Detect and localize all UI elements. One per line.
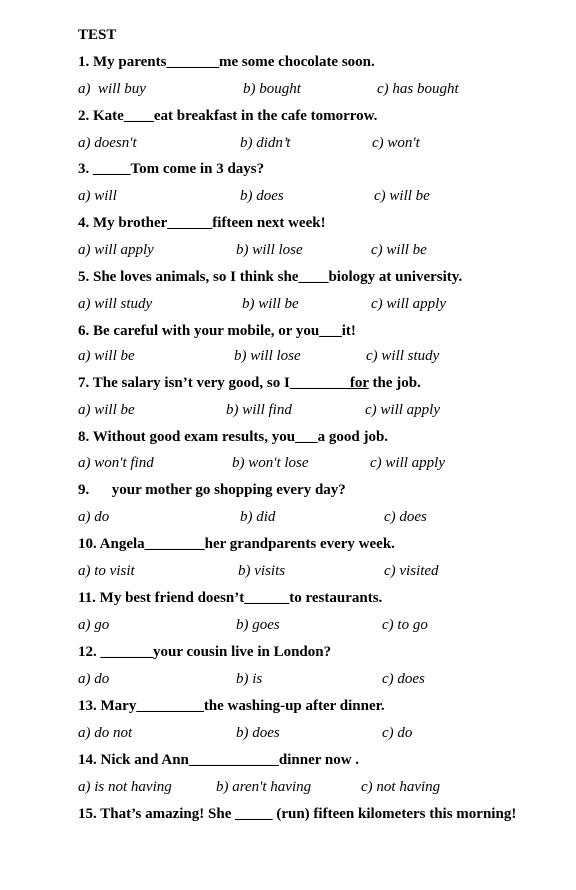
option-2c: c) won't — [372, 135, 420, 151]
option-4c: c) will be — [371, 242, 427, 258]
option-11a: a) go — [78, 617, 110, 633]
option-3b: b) does — [240, 188, 284, 204]
option-14c: c) not having — [361, 779, 441, 795]
option-6b: b) will lose — [234, 348, 301, 364]
option-6c: c) will study — [366, 348, 440, 364]
question-1: 1. My parents_______me some chocolate soon. — [78, 54, 375, 70]
test-title: TEST — [78, 27, 117, 43]
option-8b: b) won't lose — [232, 455, 309, 471]
option-7a: a) will be — [78, 402, 135, 418]
option-12a: a) do — [78, 671, 110, 687]
option-1a: a) will buy — [78, 81, 146, 97]
option-11b: b) goes — [236, 617, 280, 633]
option-10c: c) visited — [384, 563, 439, 579]
option-9c: c) does — [384, 509, 427, 525]
question-8: 8. Without good exam results, you___a good job. — [78, 429, 389, 445]
option-11c: c) to go — [382, 617, 428, 633]
question-3: 3. _____Tom come in 3 days? — [78, 161, 265, 177]
option-7b: b) will find — [226, 402, 292, 418]
option-5a: a) will study — [78, 296, 153, 312]
option-12c: c) does — [382, 671, 425, 687]
question-15: 15. That’s amazing! She _____ (run) fifteen kilometers this morning! — [78, 806, 517, 822]
option-3a: a) will — [78, 188, 117, 204]
question-7-text-end: the job. — [368, 375, 421, 391]
option-8c: c) will apply — [370, 455, 445, 471]
option-2a: a) doesn't — [78, 135, 137, 151]
question-7-text: 7. The salary isn’t very good, so I________ — [78, 375, 350, 391]
question-9: 9. your mother go shopping every day? — [78, 482, 346, 498]
option-13a: a) do not — [78, 725, 133, 741]
option-10a: a) to visit — [78, 563, 135, 579]
option-12b: b) is — [236, 671, 263, 687]
option-1c: c) has bought — [377, 81, 459, 97]
option-14a: a) is not having — [78, 779, 172, 795]
question-4: 4. My brother______fifteen next week! — [78, 215, 326, 231]
question-10: 10. Angela________her grandparents every week. — [78, 536, 395, 552]
option-2b: b) didn’t — [240, 135, 291, 151]
question-7 — [78, 375, 421, 392]
question-11: 11. My best friend doesn’t______to restaurants. — [78, 590, 383, 606]
question-2: 2. Kate____eat breakfast in the cafe tomorrow. — [78, 108, 378, 124]
option-9a: a) do — [78, 509, 110, 525]
option-10b: b) visits — [238, 563, 286, 579]
question-6: 6. Be careful with your mobile, or you___it! — [78, 323, 356, 339]
option-13c: c) do — [382, 725, 413, 741]
option-5c: c) will apply — [371, 296, 446, 312]
option-8a: a) won't find — [78, 455, 154, 471]
option-5b: b) will be — [242, 296, 299, 312]
option-4b: b) will lose — [236, 242, 303, 258]
question-13: 13. Mary_________the washing-up after dinner. — [78, 698, 385, 714]
question-12: 12. _______your cousin live in London? — [78, 644, 332, 660]
option-9b: b) did — [240, 509, 276, 525]
option-14b: b) aren't having — [216, 779, 312, 795]
question-7-underlined-word: for — [349, 375, 369, 391]
option-7c: c) will apply — [365, 402, 440, 418]
question-5: 5. She loves animals, so I think she____biology at university. — [78, 269, 463, 285]
option-6a: a) will be — [78, 348, 135, 364]
option-4a: a) will apply — [78, 242, 154, 258]
option-3c: c) will be — [374, 188, 430, 204]
option-1b: b) bought — [243, 81, 301, 97]
option-13b: b) does — [236, 725, 280, 741]
question-14: 14. Nick and Ann____________dinner now . — [78, 752, 360, 768]
